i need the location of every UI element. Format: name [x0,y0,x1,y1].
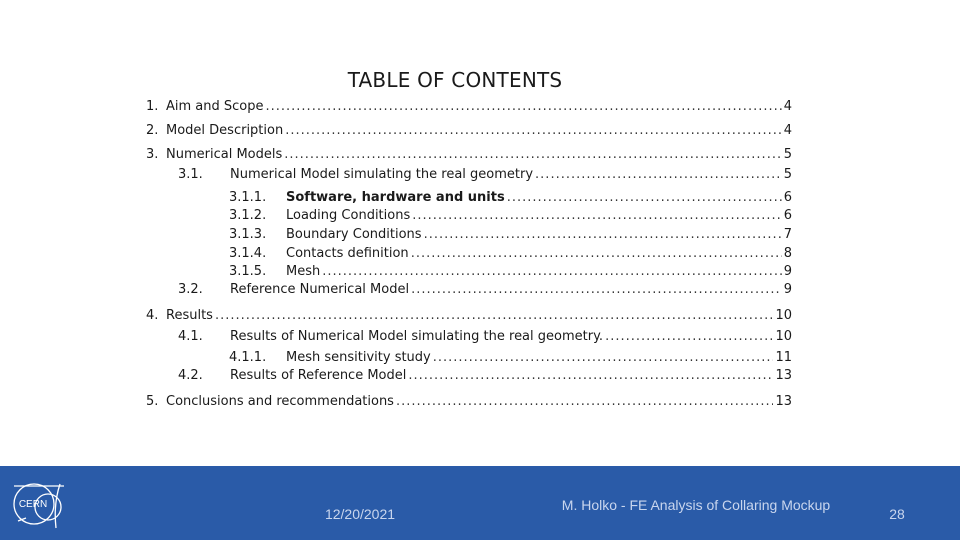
toc-entry-number: 3.1.5. [229,264,267,279]
toc-entry-page: 6 [783,190,792,205]
toc-entry-number: 4.1.1. [229,350,267,365]
toc-entry-label: Reference Numerical Model [230,282,410,297]
toc-entry [178,282,792,300]
toc-entry [178,167,792,185]
toc-entry-label: Mesh sensitivity study [286,350,431,365]
toc-entry [229,227,792,245]
toc-title: TABLE OF CONTENTS [347,68,563,92]
toc-entry [229,246,792,264]
toc-entry [229,190,792,208]
cern-logo-text: CERN [18,499,48,510]
toc-entry-page: 13 [775,394,792,409]
toc-entry-page: 5 [783,167,792,182]
toc-leader-dots [412,208,781,223]
toc-entry-number: 3. [146,147,159,162]
toc-entry-label: Results of Numerical Model simulating the real geometry. [230,329,604,344]
toc-entry-label: Model Description [166,123,284,138]
toc-entry [229,264,792,282]
footer-bar [0,466,960,540]
toc-leader-dots [411,246,782,261]
toc-entry-page: 9 [783,264,792,279]
toc-leader-dots [285,123,782,138]
toc-entry-label: Numerical Models [166,147,283,162]
toc-entry-number: 3.1.3. [229,227,267,242]
cern-logo [8,474,68,532]
toc-leader-dots [424,227,782,242]
toc-entry [178,368,792,386]
toc-leader-dots [266,99,782,114]
toc-entry [178,329,792,347]
toc-entry [229,208,792,226]
toc-entry-number: 3.1.4. [229,246,267,261]
toc-entry-number: 1. [146,99,159,114]
toc-leader-dots [507,190,782,205]
toc-entry [146,394,792,412]
toc-entry [146,99,792,117]
toc-entry-page: 6 [783,208,792,223]
toc-entry-page: 10 [775,329,792,344]
toc-entry-page: 10 [775,308,792,323]
toc-leader-dots [535,167,782,182]
toc-entry-page: 5 [783,147,792,162]
toc-leader-dots [215,308,774,323]
toc-entry-number: 3.1.1. [229,190,267,205]
toc-entry-page: 8 [783,246,792,261]
toc-entry-number: 4.1. [178,329,203,344]
toc-entry-page: 13 [775,368,792,383]
toc-leader-dots [605,329,773,344]
toc-entry-label: Loading Conditions [286,208,411,223]
toc-leader-dots [411,282,782,297]
toc-leader-dots [408,368,773,383]
toc-entry [146,147,792,165]
toc-entry-number: 2. [146,123,159,138]
toc-entry-page: 9 [783,282,792,297]
toc-entry [146,123,792,141]
toc-entry-label: Software, hardware and units [286,190,505,205]
toc-leader-dots [284,147,781,162]
toc-entry-label: Aim and Scope [166,99,264,114]
toc-entry [229,350,792,368]
toc-entry-number: 3.2. [178,282,203,297]
toc-entry-label: Numerical Model simulating the real geometry [230,167,534,182]
toc-entry-page: 7 [783,227,792,242]
toc-entry-label: Boundary Conditions [286,227,422,242]
toc-entry-label: Results [166,308,213,323]
page-number: 28 [889,506,905,522]
toc-leader-dots [322,264,781,279]
toc-entry-label: Results of Reference Model [230,368,407,383]
footer-title: M. Holko - FE Analysis of Collaring Mockup [561,497,831,513]
toc-entry-page: 11 [775,350,792,365]
toc-leader-dots [433,350,774,365]
toc-entry-label: Mesh [286,264,321,279]
toc-entry-number: 3.1. [178,167,203,182]
toc-leader-dots [396,394,773,409]
toc-entry-number: 4. [146,308,159,323]
toc-entry [146,308,792,326]
toc-entry-page: 4 [783,123,792,138]
footer-date: 12/20/2021 [324,506,396,522]
toc-entry-number: 3.1.2. [229,208,267,223]
toc-entry-number: 4.2. [178,368,203,383]
toc-entry-page: 4 [783,99,792,114]
toc-entry-label: Conclusions and recommendations [166,394,394,409]
toc-entry-label: Contacts definition [286,246,409,261]
toc-entry-number: 5. [146,394,159,409]
